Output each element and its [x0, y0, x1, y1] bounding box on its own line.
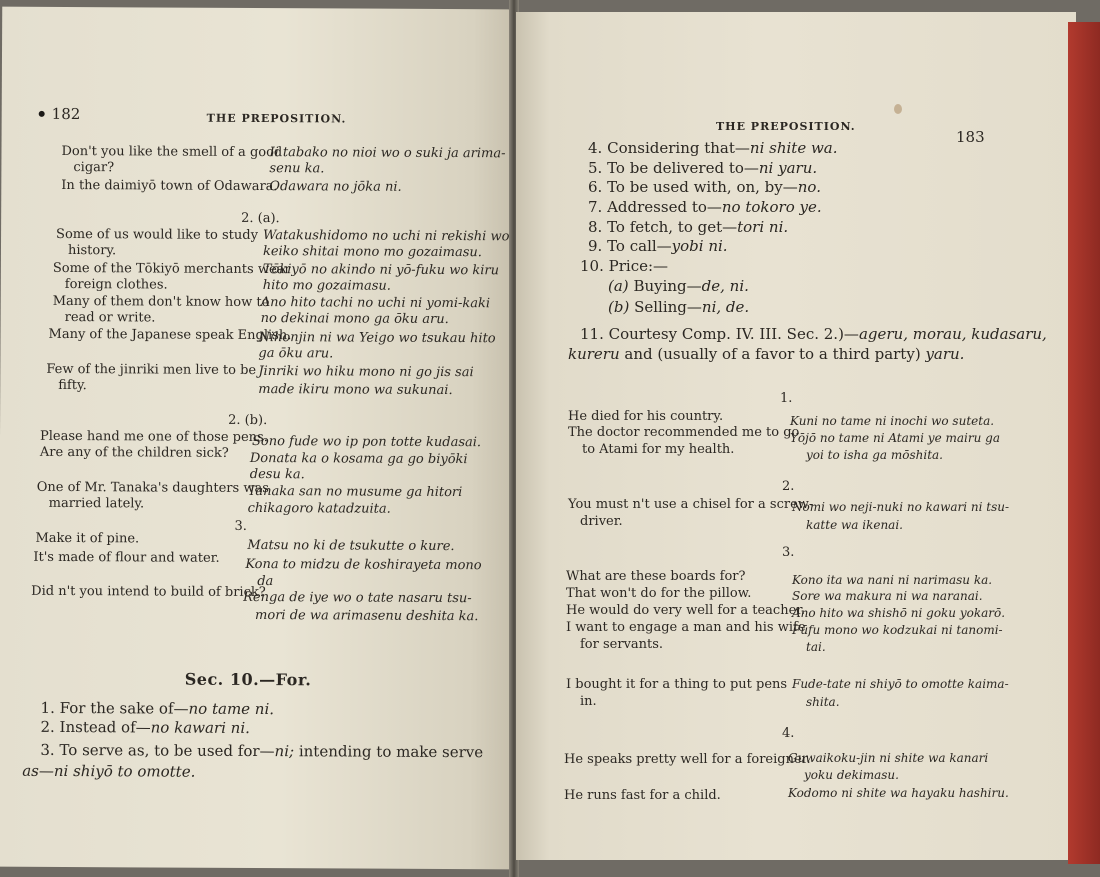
en-line: You must n't use a chisel for a screw-	[568, 497, 814, 512]
jp-line: shita.	[806, 695, 840, 709]
subheading-2b: 2. (b).	[228, 412, 268, 429]
list-item	[588, 218, 788, 237]
list-japanese: ni, de.	[701, 298, 750, 316]
en-line: for servants.	[580, 637, 664, 652]
en-line: I bought it for a thing to put pens	[566, 677, 788, 692]
en-line: The doctor recommended me to go	[568, 425, 800, 440]
list-number: 4.	[588, 139, 603, 157]
jp-line: Fūfu mono wo kodzukai ni tanomi-	[792, 623, 1003, 637]
list-english: Selling—	[634, 298, 702, 316]
jp-line: made ikiru mono wa sukunai.	[258, 382, 453, 399]
en-line: I want to engage a man and his wife	[566, 620, 806, 635]
jp-line: hito mo gozaimasu.	[262, 278, 392, 294]
jp-line: Nihonjin ni wa Yeigo wo tsukau hito	[258, 330, 496, 347]
en-line: He died for his country.	[568, 409, 724, 424]
jp-line: Ii tabako no nioi wo o suki ja arima-	[269, 145, 506, 162]
list-english: Considering that—	[607, 139, 750, 157]
jp-line: Donata ka o kosama ga go biyōki	[249, 450, 468, 468]
list-item	[580, 257, 668, 276]
en-line: He runs fast for a child.	[564, 788, 721, 803]
list-continuation: as—ni shiyō to omotte.	[22, 761, 196, 781]
jp-line: Tanaka san no musume ga hitori	[247, 483, 463, 501]
list-japanese: de, ni.	[701, 277, 749, 295]
list-japanese: tori ni.	[737, 218, 789, 236]
list-item	[588, 198, 822, 217]
en-line: He would do very well for a teacher.	[566, 603, 806, 618]
book-cover-edge	[1068, 22, 1100, 864]
list-subitem	[608, 298, 749, 317]
jp-line: Odawara no jōka ni.	[269, 179, 402, 195]
en-line: In the daimiyō town of Odawara.	[61, 177, 278, 195]
list-english: Courtesy Comp. IV. III. Sec. 2.)—	[608, 325, 859, 343]
jp-line: desu ka.	[249, 466, 305, 483]
en-line: driver.	[580, 514, 623, 529]
list-japanese: ni shite wa.	[749, 139, 838, 157]
list-item-cont	[568, 345, 964, 364]
jp-line: Watakushidomo no uchi ni rekishi wo	[263, 228, 510, 245]
en-line: Make it of pine.	[35, 530, 140, 547]
jp-line: Kona to midzu de koshirayeta mono	[245, 556, 482, 574]
en-line: Did n't you intend to build of brick?	[31, 583, 266, 601]
en-line: That won't do for the pillow.	[566, 586, 752, 601]
running-head-right: THE PREPOSITION.	[716, 120, 856, 133]
list-english: Instead of—	[59, 717, 151, 737]
subheading-2: 2.	[782, 479, 795, 494]
page-number-left: 182	[51, 104, 81, 124]
en-line: to Atami for my health.	[582, 442, 735, 457]
en-line: Please hand me one of those pens.	[39, 428, 268, 446]
list-number: 9.	[588, 237, 603, 255]
en-line: Few of the jinriki men live to be	[46, 361, 257, 378]
en-line: Some of us would like to study	[56, 226, 259, 244]
en-line: in.	[580, 694, 597, 709]
subheading-4: 4.	[782, 726, 795, 741]
running-head-left: THE PREPOSITION.	[206, 111, 347, 126]
en-line: Are any of the children sick?	[39, 444, 229, 461]
list-english: To fetch, to get—	[607, 218, 738, 236]
list-sub-label: (b)	[608, 298, 630, 316]
jp-line: Fude-tate ni shiyō to omotte kaima-	[792, 677, 1009, 691]
ink-dot	[39, 111, 45, 117]
jp-line: Sono fude wo ip pon totte kudasai.	[251, 433, 482, 451]
jp-line: no dekinai mono ga ōku aru.	[260, 311, 449, 328]
list-subitem	[608, 277, 749, 296]
list-japanese: ni;	[274, 742, 295, 761]
jp-line: Nomi wo neji-nuki no kawari ni tsu-	[792, 500, 1010, 514]
list-english: Price:—	[608, 257, 669, 275]
jp-line: Jinriki wo hiku mono ni go jis sai	[258, 364, 474, 381]
list-number: 1.	[40, 698, 55, 717]
list-item	[40, 718, 250, 738]
page-stain	[894, 104, 902, 114]
list-japanese: no.	[797, 178, 821, 196]
jp-line: Renga de iye wo o tate nasaru tsu-	[243, 589, 472, 607]
page-number-right: 183	[956, 128, 985, 146]
list-english: For the sake of—	[59, 698, 189, 718]
list-japanese: no tokoro ye.	[721, 198, 822, 216]
list-number: 10.	[580, 257, 604, 275]
list-japanese: no tame ni.	[188, 699, 275, 719]
jp-line: Kono ita wa nani ni narimasu ka.	[792, 573, 993, 587]
list-english: To be delivered to—	[607, 159, 759, 177]
jp-line: mori de wa arimasenu deshita ka.	[255, 607, 479, 625]
list-item	[580, 325, 1047, 344]
list-item	[588, 237, 728, 256]
list-english-cont: intending to make serve	[294, 742, 484, 762]
list-japanese: kureru	[568, 345, 620, 363]
jp-line: yoi to isha ga mōshita.	[806, 448, 943, 462]
jp-line: Ano hito tachi no uchi ni yomi-kaki	[260, 295, 491, 312]
en-line: Don't you like the smell of a good	[61, 143, 283, 161]
jp-line: keiko shitai mono mo gozaimasu.	[262, 244, 482, 261]
list-english: and (usually of a favor to a third party)	[619, 345, 926, 363]
list-number: 5.	[588, 159, 603, 177]
jp-line: Kodomo ni shite wa hayaku hashiru.	[788, 786, 1009, 800]
subheading-1: 1.	[780, 391, 793, 406]
list-japanese: ni yaru.	[758, 159, 818, 177]
list-english: To serve as, to be used for—	[59, 740, 275, 761]
list-english: Addressed to—	[607, 198, 722, 216]
jp-line: katte wa ikenai.	[806, 518, 903, 532]
list-japanese: ageru, morau, kudasaru,	[858, 325, 1047, 343]
list-item	[41, 699, 275, 719]
en-line: He speaks pretty well for a foreigner.	[564, 752, 811, 767]
list-english: To be used with, on, by—	[607, 178, 798, 196]
list-item	[588, 159, 817, 178]
list-number: 7.	[588, 198, 603, 216]
en-line: What are these boards for?	[566, 569, 746, 584]
jp-line: Kuni no tame ni inochi wo suteta.	[790, 414, 995, 428]
list-item	[588, 178, 821, 197]
jp-line: da	[257, 574, 274, 590]
en-line: read or write.	[64, 309, 156, 326]
list-english: To call—	[607, 237, 672, 255]
en-line: Many of the Japanese speak English.	[48, 326, 292, 344]
jp-line: tai.	[806, 640, 826, 654]
en-line: foreign clothes.	[64, 276, 168, 293]
en-line: Many of them don't know how to	[52, 293, 270, 311]
jp-line: Sore wa makura ni wa naranai.	[792, 589, 983, 603]
list-item	[588, 139, 838, 158]
en-line: fifty.	[58, 377, 87, 394]
jp-line: senu ka.	[269, 161, 325, 177]
list-japanese: no kawari ni.	[150, 718, 250, 737]
jp-line: ga ōku aru.	[258, 346, 334, 362]
jp-line: Matsu no ki de tsukutte o kure.	[247, 537, 455, 555]
subheading-3: 3.	[234, 518, 247, 534]
list-number: 8.	[588, 218, 603, 236]
en-line: It's made of flour and water.	[33, 549, 220, 566]
jp-line: Yōjō no tame ni Atami ye mairu ga	[790, 431, 1000, 445]
en-line: history.	[67, 243, 117, 259]
subheading-2a: 2. (a).	[241, 210, 280, 227]
en-line: Some of the Tōkiyō merchants wear	[52, 260, 291, 278]
jp-line: chikagoro katadzuita.	[247, 500, 391, 517]
list-number: 11.	[580, 325, 604, 343]
subheading-3: 3.	[782, 545, 795, 560]
list-item	[40, 741, 483, 762]
right-page	[516, 12, 1076, 860]
en-line: cigar?	[73, 160, 115, 176]
en-line: One of Mr. Tanaka's daughters was	[36, 479, 269, 497]
list-english: Buying—	[633, 277, 702, 295]
en-line: married lately.	[48, 495, 145, 512]
section-title: Sec. 10.—For.	[184, 669, 312, 690]
list-number: 2.	[40, 717, 55, 736]
jp-line: Ano hito wa shishō ni goku yokarō.	[792, 606, 1006, 620]
list-japanese: yobi ni.	[671, 237, 728, 255]
jp-line: Guwaikoku-jin ni shite wa kanari	[788, 751, 989, 765]
jp-line: yoku dekimasu.	[804, 768, 899, 782]
list-number: 6.	[588, 178, 603, 196]
left-page	[0, 7, 514, 870]
jp-line: Tōkiyō no akindo ni yō-fuku wo kiru	[262, 262, 500, 279]
list-number: 3.	[40, 740, 55, 759]
list-sub-label: (a)	[608, 277, 629, 295]
list-japanese: yaru.	[925, 345, 965, 363]
